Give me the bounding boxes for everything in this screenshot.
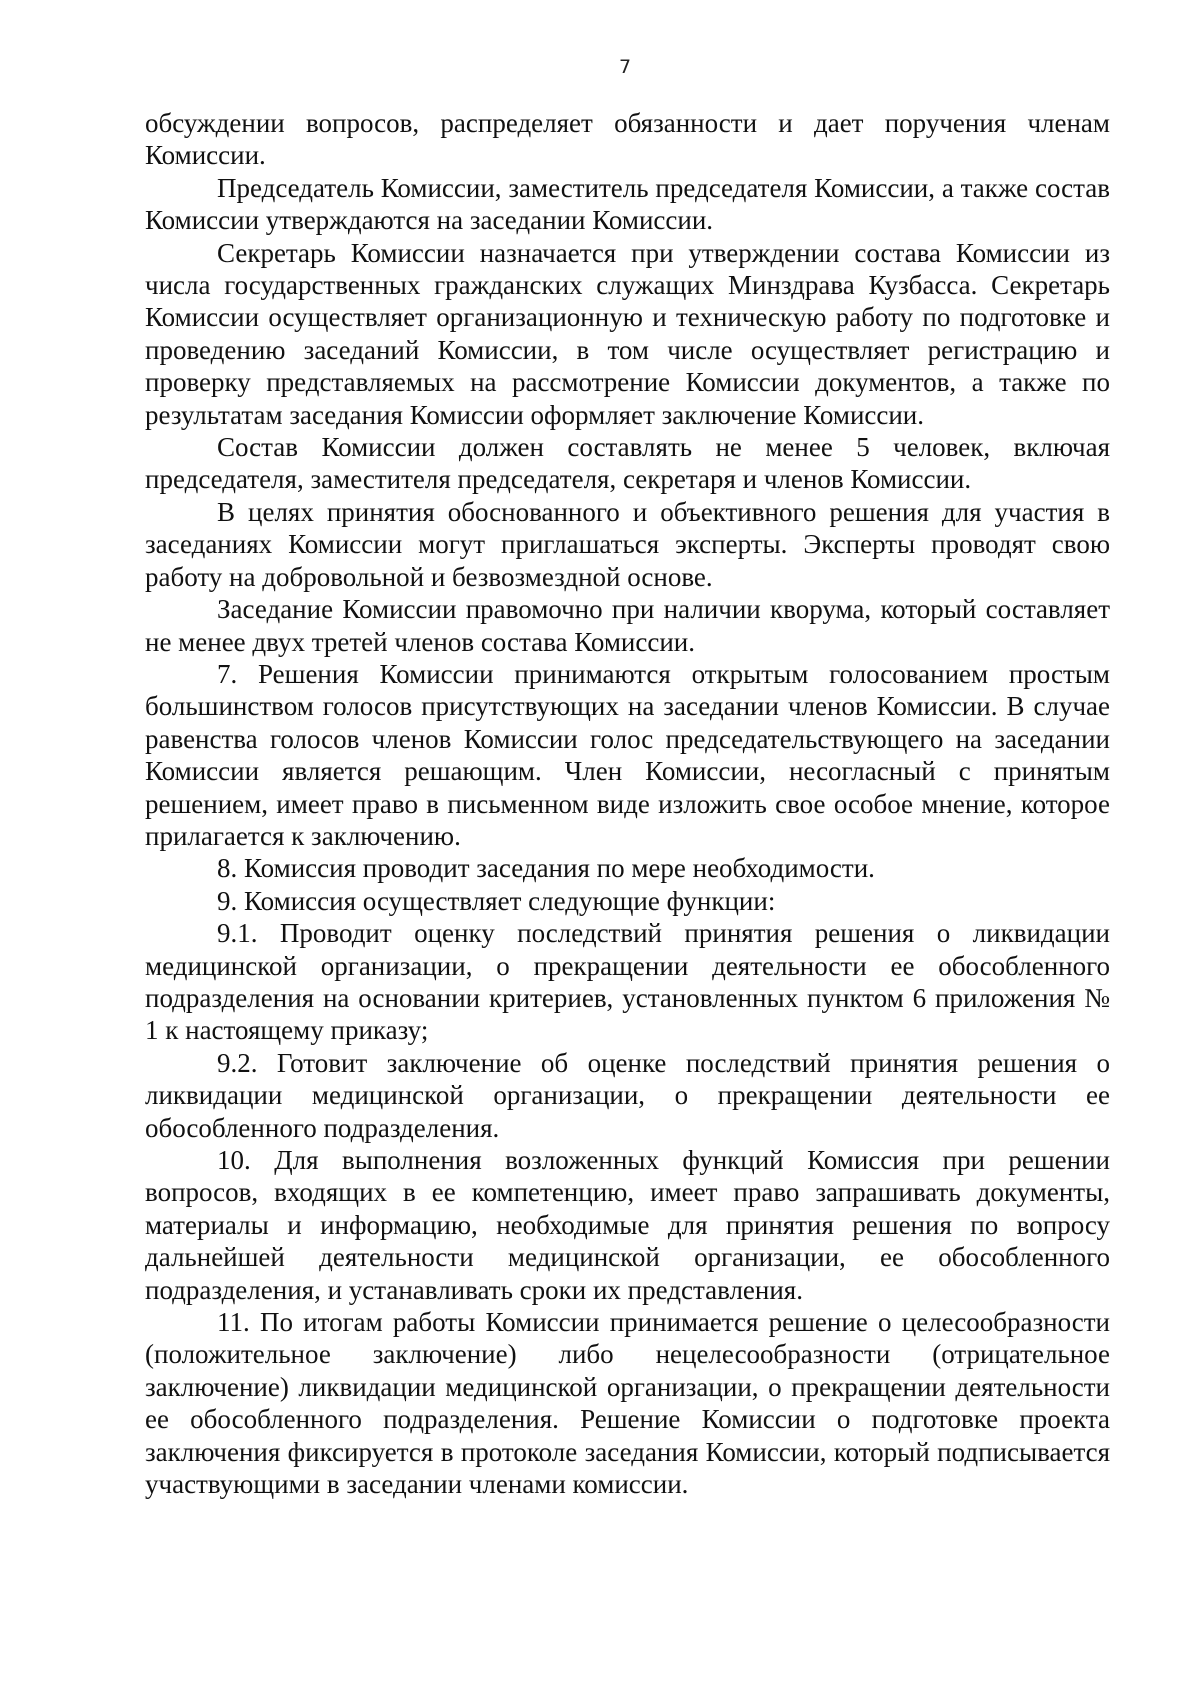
document-body: [145, 107, 1110, 1500]
paragraph-continuation: обсуждении вопросов, распределяет обязанности и дает поручения членам Комиссии.: [145, 108, 1110, 171]
paragraph-item-7: 7. Решения Комиссии принимаются открытым голосованием простым большинством голосов присутствующих на заседании членов Комиссии. В случае равенства голосов членов Комиссии голос председательствующего на заседании Комиссии является решающим. Член Комиссии, несогласный с принятым решением, имеет право в письменном виде изложить свое особое мнение, которое прилагается к заключению.: [145, 658, 1110, 851]
paragraph-composition: Состав Комиссии должен составлять не менее 5 человек, включая председателя, заместителя председателя, секретаря и членов Комиссии.: [145, 432, 1110, 495]
paragraph-item-8: 8. Комиссия проводит заседания по мере необходимости.: [217, 853, 875, 884]
paragraph-item-9-2: 9.2. Готовит заключение об оценке последствий принятия решения о ликвидации медицинской организации, о прекращении деятельности ее обособленного подразделения.: [145, 1047, 1110, 1143]
paragraph-item-9: 9. Комиссия осуществляет следующие функции:: [217, 885, 776, 916]
paragraph-item-10: 10. Для выполнения возложенных функций Комиссия при решении вопросов, входящих в ее компетенцию, имеет право запрашивать документы, материалы и информацию, необходимые для принятия решения по вопросу дальнейшей деятельности медицинской организации, ее обособленного подразделения, и устанавливать сроки их представления.: [145, 1145, 1110, 1305]
page-number: 7: [618, 56, 632, 78]
paragraph-quorum: Заседание Комиссии правомочно при наличии кворума, который составляет не менее двух третей членов состава Комиссии.: [145, 594, 1110, 657]
paragraph-item-9-1: 9.1. Проводит оценку последствий принятия решения о ликвидации медицинской организации, о прекращении деятельности ее обособленного подразделения на основании критериев, установленных пунктом 6 приложения № 1 к настоящему приказу;: [145, 918, 1110, 1046]
paragraph-item-11: 11. По итогам работы Комиссии принимается решение о целесообразности (положительное заключение) либо нецелесообразности (отрицательное заключение) ликвидации медицинской организации, о прекращении деятельности ее обособленного подразделения. Решение Комиссии о подготовке проекта заключения фиксируется в протоколе заседания Комиссии, который подписывается участвующими в заседании членами комиссии.: [145, 1307, 1110, 1500]
paragraph-secretary: Секретарь Комиссии назначается при утверждении состава Комиссии из числа государственных гражданских служащих Минздрава Кузбасса. Секретарь Комиссии осуществляет организационную и техническую работу по подготовке и проведению заседаний Комиссии, в том числе осуществляет регистрацию и проверку представляемых на рассмотрение Комиссии документов, а также по результатам заседания Комиссии оформляет заключение Комиссии.: [145, 237, 1110, 430]
paragraph-experts: В целях принятия обоснованного и объективного решения для участия в заседаниях Комиссии могут приглашаться эксперты. Эксперты проводят свою работу на добровольной и безвозмездной основе.: [145, 496, 1110, 592]
paragraph-chair-approval: Председатель Комиссии, заместитель председателя Комиссии, а также состав Комиссии утверждаются на заседании Комиссии.: [145, 172, 1110, 236]
